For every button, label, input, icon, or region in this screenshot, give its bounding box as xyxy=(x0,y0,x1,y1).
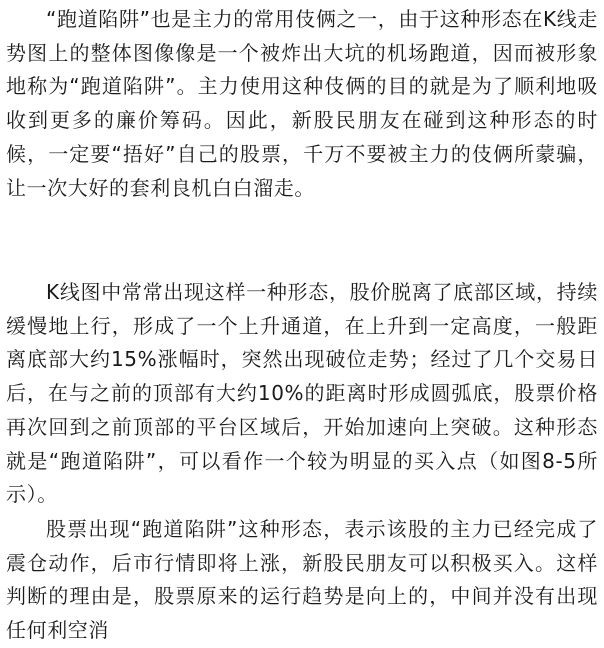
paragraph-runway-trap-intro: “跑道陷阱”也是主力的常用伎俩之一，由于这种形态在K线走势图上的整体图像像是一个被炸出大坑的机场跑道，因而被形象地称为“跑道陷阱”。主力使用这种伎俩的目的就是为了顺利地吸收到更多的廉价筹码。因此，新股民朋友在碰到这种形态的时候，一定要“捂好”自己的股票，千万不要被主力的伎俩所蒙骗，让一次大好的套利良机白白溜走。 xyxy=(6,7,598,200)
paragraph-pattern-description: K线图中常常出现这样一种形态，股价脱离了底部区域，持续缓慢地上行，形成了一个上升通道，在上升到一定高度，一般距离底部大约15%涨幅时，突然出现破位走势；经过了几个交易日后，在与之前的顶部有大约10%的距离时形成圆弧底，股票价格再次回到之前顶部的平台区域后，开始加速向上突破。这种形态就是“跑道陷阱”，可以看作一个较为明显的买入点（如图8-5所示）。 xyxy=(6,280,598,507)
paragraph-buy-signal: 股票出现“跑道陷阱”这种形态，表示该股的主力已经完成了震仓动作，后市行情即将上涨，新股民朋友可以积极买入。这样判断的理由是，股票原来的运行趋势是向上的，中间并没有出现任何利空消 xyxy=(6,517,598,643)
